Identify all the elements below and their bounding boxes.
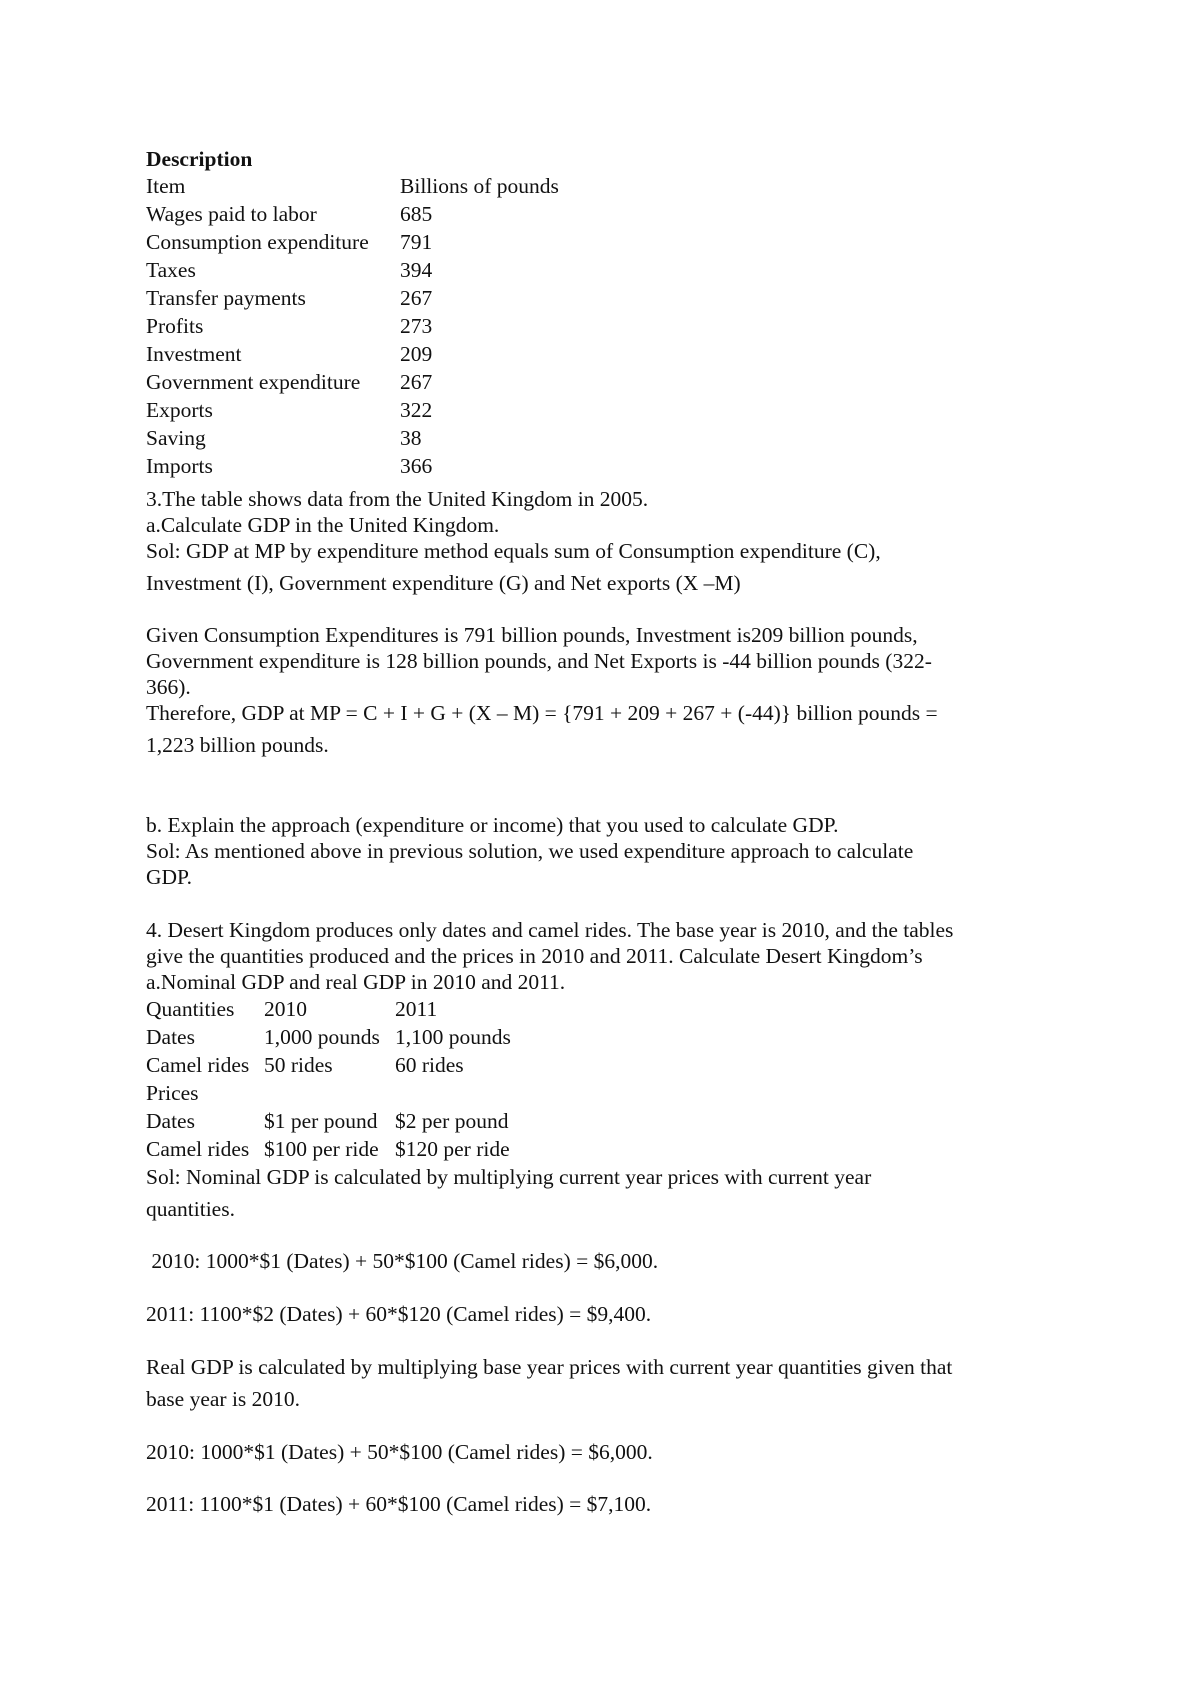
table-row (146, 228, 433, 256)
item-cell: Consumption expenditure (146, 230, 369, 254)
solution-text: quantities. (146, 1197, 235, 1221)
value-cell: 50 rides (264, 1053, 333, 1077)
real-gdp-2011: 2011: 1100*$1 (Dates) + 60*$100 (Camel rides) = $7,100. (146, 1492, 652, 1516)
question-4-intro: 4. Desert Kingdom produces only dates and camel rides. The base year is 2010, and the tables (146, 918, 954, 942)
item-cell: Camel rides (146, 1053, 250, 1077)
table-row (146, 256, 433, 284)
solution-text: Sol: GDP at MP by expenditure method equals sum of Consumption expenditure (C), (146, 539, 881, 563)
item-cell: Investment (146, 342, 242, 366)
item-cell: Government expenditure (146, 370, 361, 394)
item-cell: Dates (146, 1025, 195, 1049)
value-cell: 267 (400, 370, 433, 394)
solution-text: Investment (I), Government expenditure (G) and Net exports (X –M) (146, 571, 741, 595)
real-gdp-text: Real GDP is calculated by multiplying base year prices with current year quantities given that (146, 1355, 953, 1379)
column-header-quantities: Quantities (146, 997, 235, 1021)
table-row (146, 1051, 464, 1079)
value-cell: 38 (400, 426, 422, 450)
table-header-row (146, 995, 438, 1023)
table-row (146, 424, 422, 452)
item-cell: Transfer payments (146, 286, 306, 310)
gdp-data-table (146, 172, 559, 480)
real-gdp-text: base year is 2010. (146, 1387, 301, 1411)
section-heading: Description (146, 147, 253, 171)
value-cell: 60 rides (395, 1053, 464, 1077)
nominal-gdp-2010: 2010: 1000*$1 (Dates) + 50*$100 (Camel rides) = $6,000. (146, 1249, 659, 1273)
item-cell: Camel rides (146, 1137, 250, 1161)
value-cell: 1,100 pounds (395, 1025, 511, 1049)
value-cell: $1 per pound (264, 1109, 378, 1133)
table-row (146, 452, 433, 480)
given-text: Given Consumption Expenditures is 791 billion pounds, Investment is209 billion pounds, (146, 623, 918, 647)
value-cell: $2 per pound (395, 1109, 509, 1133)
column-header-value: Billions of pounds (400, 174, 559, 198)
solution-text: Sol: As mentioned above in previous solution, we used expenditure approach to calculate (146, 839, 914, 863)
value-cell: $120 per ride (395, 1137, 510, 1161)
column-header-item: Item (146, 174, 186, 198)
table-header-row (146, 172, 559, 200)
value-cell: 394 (400, 258, 433, 282)
gdp-formula: Therefore, GDP at MP = C + I + G + (X – M) = {791 + 209 + 267 + (-44)} billion pounds = (146, 701, 938, 725)
solution-text: Sol: Nominal GDP is calculated by multiplying current year prices with current year (146, 1165, 872, 1189)
real-gdp-2010: 2010: 1000*$1 (Dates) + 50*$100 (Camel rides) = $6,000. (146, 1440, 653, 1464)
table-row (146, 1107, 509, 1135)
table-row (146, 1023, 511, 1051)
given-text: Government expenditure is 128 billion pounds, and Net Exports is -44 billion pounds (322- (146, 649, 932, 673)
item-cell: Taxes (146, 258, 196, 282)
question-4-intro: give the quantities produced and the prices in 2010 and 2011. Calculate Desert Kingdom’s (146, 944, 923, 968)
item-cell: Exports (146, 398, 213, 422)
table-row (146, 368, 433, 396)
table-row (146, 284, 433, 312)
item-cell: Imports (146, 454, 213, 478)
prices-label: Prices (146, 1081, 199, 1105)
value-cell: 273 (400, 314, 433, 338)
column-header-2011: 2011 (395, 997, 438, 1021)
table-row (146, 396, 433, 424)
value-cell: $100 per ride (264, 1137, 379, 1161)
question-3-intro: 3.The table shows data from the United Kingdom in 2005. (146, 487, 649, 511)
question-3a: a.Calculate GDP in the United Kingdom. (146, 513, 500, 537)
item-cell: Profits (146, 314, 204, 338)
value-cell: 1,000 pounds (264, 1025, 380, 1049)
column-header-2010: 2010 (264, 997, 307, 1021)
question-3b: b. Explain the approach (expenditure or income) that you used to calculate GDP. (146, 813, 839, 837)
solution-text: GDP. (146, 865, 193, 889)
desert-kingdom-table (146, 995, 511, 1163)
table-row (146, 200, 433, 228)
value-cell: 685 (400, 202, 433, 226)
given-text: 366). (146, 675, 191, 699)
value-cell: 366 (400, 454, 433, 478)
item-cell: Wages paid to labor (146, 202, 317, 226)
value-cell: 791 (400, 230, 433, 254)
gdp-result: 1,223 billion pounds. (146, 733, 329, 757)
value-cell: 267 (400, 286, 433, 310)
value-cell: 209 (400, 342, 433, 366)
item-cell: Dates (146, 1109, 195, 1133)
table-row (146, 1135, 510, 1163)
table-row (146, 312, 433, 340)
question-4a: a.Nominal GDP and real GDP in 2010 and 2011. (146, 970, 566, 994)
table-section-label (146, 1079, 199, 1107)
table-row (146, 340, 433, 368)
value-cell: 322 (400, 398, 433, 422)
item-cell: Saving (146, 426, 206, 450)
nominal-gdp-2011: 2011: 1100*$2 (Dates) + 60*$120 (Camel rides) = $9,400. (146, 1302, 652, 1326)
